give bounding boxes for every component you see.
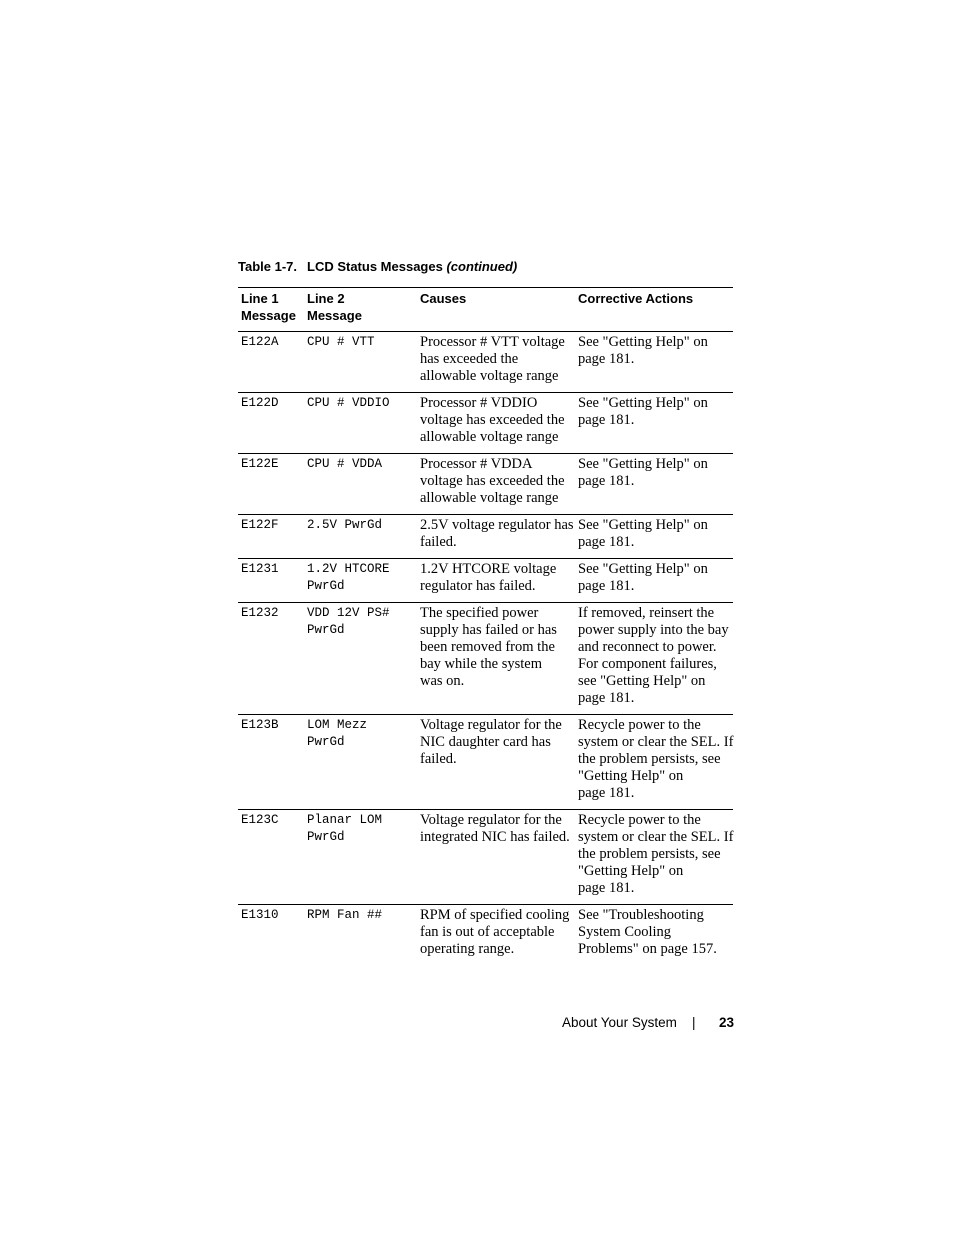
- corrective-actions-cell: [575, 515, 733, 559]
- cell-text-line: page 181.: [578, 785, 635, 801]
- header-line2-message: [304, 288, 417, 332]
- causes-cell: [417, 559, 575, 603]
- cell-text-line: power supply into the bay: [578, 622, 729, 638]
- cell-text-line: See "Getting Help" on: [578, 334, 708, 350]
- header-text: Line 1: [241, 291, 279, 306]
- table-row: [238, 559, 733, 603]
- header-text: Message: [307, 308, 362, 323]
- cell-text-line: allowable voltage range: [420, 429, 559, 445]
- cell-text-line: integrated NIC has failed.: [420, 829, 570, 845]
- cell-text-line: has exceeded the: [420, 351, 519, 367]
- line2-message-cell: [304, 810, 417, 905]
- cell-text-line: System Cooling: [578, 924, 672, 940]
- cell-text-line: VDD 12V PS#: [307, 606, 390, 620]
- causes-cell: [417, 393, 575, 454]
- cell-text-line: E123C: [241, 813, 279, 827]
- causes-cell: [417, 810, 575, 905]
- cell-text-line: PwrGd: [307, 579, 345, 593]
- line2-message-cell: [304, 905, 417, 966]
- cell-text-line: Planar LOM: [307, 813, 383, 827]
- cell-text-line: the problem persists, see: [578, 846, 721, 862]
- header-text: Corrective Actions: [578, 291, 694, 306]
- corrective-actions-cell: [575, 454, 733, 515]
- cell-text-line: CPU # VDDA: [307, 457, 383, 471]
- cell-text-line: If removed, reinsert the: [578, 605, 715, 621]
- footer-section-title: About Your System: [562, 1015, 677, 1030]
- line2-message-cell: [304, 515, 417, 559]
- line2-message-cell: [304, 454, 417, 515]
- corrective-actions-cell: [575, 603, 733, 715]
- line1-message-cell: [238, 393, 304, 454]
- cell-text-line: bay while the system: [420, 656, 543, 672]
- line1-message-cell: [238, 905, 304, 966]
- cell-text-line: See "Troubleshooting: [578, 907, 704, 923]
- line1-message-cell: [238, 515, 304, 559]
- header-text: Message: [241, 308, 296, 323]
- cell-text-line: E123B: [241, 718, 279, 732]
- cell-text-line: RPM of specified cooling: [420, 907, 570, 923]
- page-number: 23: [718, 1015, 734, 1030]
- line2-message-cell: [304, 332, 417, 393]
- cell-text-line: See "Getting Help" on: [578, 395, 708, 411]
- cell-text-line: failed.: [420, 534, 457, 550]
- cell-text-line: "Getting Help" on: [578, 768, 684, 784]
- cell-text-line: PwrGd: [307, 735, 345, 749]
- table-row: [238, 810, 733, 905]
- cell-text-line: Recycle power to the: [578, 812, 701, 828]
- corrective-actions-cell: [575, 559, 733, 603]
- cell-text-line: supply has failed or has: [420, 622, 557, 638]
- causes-cell: [417, 515, 575, 559]
- cell-text-line: See "Getting Help" on: [578, 517, 708, 533]
- causes-cell: [417, 332, 575, 393]
- cell-text-line: system or clear the SEL. If: [578, 734, 734, 750]
- cell-text-line: E1232: [241, 606, 279, 620]
- cell-text-line: page 181.: [578, 690, 635, 706]
- cell-text-line: page 181.: [578, 351, 635, 367]
- cell-text-line: Processor # VTT voltage: [420, 334, 565, 350]
- table-row: [238, 905, 733, 966]
- cell-text-line: page 181.: [578, 534, 635, 550]
- cell-text-line: allowable voltage range: [420, 368, 559, 384]
- line2-message-cell: [304, 393, 417, 454]
- cell-text-line: Processor # VDDA: [420, 456, 533, 472]
- cell-text-line: page 181.: [578, 473, 635, 489]
- table-body: [238, 332, 733, 966]
- cell-text-line: fan is out of acceptable: [420, 924, 555, 940]
- cell-text-line: CPU # VTT: [307, 335, 375, 349]
- cell-text-line: E122A: [241, 335, 279, 349]
- header-text: Causes: [420, 291, 467, 306]
- causes-cell: [417, 454, 575, 515]
- cell-text-line: See "Getting Help" on: [578, 561, 708, 577]
- cell-text-line: page 181.: [578, 880, 635, 896]
- header-line1-message: [238, 288, 304, 332]
- cell-text-line: and reconnect to power.: [578, 639, 717, 655]
- table-row: [238, 332, 733, 393]
- corrective-actions-cell: [575, 905, 733, 966]
- cell-text-line: Voltage regulator for the: [420, 717, 562, 733]
- line1-message-cell: [238, 715, 304, 810]
- cell-text-line: page 181.: [578, 578, 635, 594]
- line1-message-cell: [238, 810, 304, 905]
- table-row: [238, 715, 733, 810]
- cell-text-line: regulator has failed.: [420, 578, 536, 594]
- cell-text-line: "Getting Help" on: [578, 863, 684, 879]
- corrective-actions-cell: [575, 393, 733, 454]
- table-row: [238, 603, 733, 715]
- line1-message-cell: [238, 454, 304, 515]
- cell-text-line: See "Getting Help" on: [578, 456, 708, 472]
- cell-text-line: 1.2V HTCORE voltage: [420, 561, 557, 577]
- cell-text-line: been removed from the: [420, 639, 555, 655]
- line1-message-cell: [238, 332, 304, 393]
- cell-text-line: Voltage regulator for the: [420, 812, 562, 828]
- cell-text-line: the problem persists, see: [578, 751, 721, 767]
- cell-text-line: was on.: [420, 673, 465, 689]
- cell-text-line: PwrGd: [307, 830, 345, 844]
- cell-text-line: system or clear the SEL. If: [578, 829, 734, 845]
- page-footer: [562, 1015, 734, 1035]
- cell-text-line: PwrGd: [307, 623, 345, 637]
- corrective-actions-cell: [575, 810, 733, 905]
- table-number: Table 1-7.: [238, 259, 298, 274]
- cell-text-line: CPU # VDDIO: [307, 396, 390, 410]
- table-header-row: [238, 288, 733, 332]
- line2-message-cell: [304, 559, 417, 603]
- cell-text-line: failed.: [420, 751, 457, 767]
- causes-cell: [417, 905, 575, 966]
- table-row: [238, 454, 733, 515]
- table-caption: [238, 259, 517, 274]
- line1-message-cell: [238, 559, 304, 603]
- cell-text-line: RPM Fan ##: [307, 908, 383, 922]
- footer-separator: |: [692, 1015, 696, 1030]
- causes-cell: [417, 715, 575, 810]
- lcd-status-table: [238, 287, 733, 965]
- cell-text-line: page 181.: [578, 412, 635, 428]
- causes-cell: [417, 603, 575, 715]
- cell-text-line: 2.5V voltage regulator has: [420, 517, 574, 533]
- corrective-actions-cell: [575, 715, 733, 810]
- line1-message-cell: [238, 603, 304, 715]
- cell-text-line: Problems" on page 157.: [578, 941, 717, 957]
- header-corrective-actions: [575, 288, 733, 332]
- cell-text-line: NIC daughter card has: [420, 734, 551, 750]
- header-causes: [417, 288, 575, 332]
- cell-text-line: voltage has exceeded the: [420, 473, 565, 489]
- cell-text-line: see "Getting Help" on: [578, 673, 706, 689]
- cell-text-line: E122F: [241, 518, 279, 532]
- cell-text-line: Processor # VDDIO: [420, 395, 538, 411]
- cell-text-line: operating range.: [420, 941, 515, 957]
- table-row: [238, 393, 733, 454]
- cell-text-line: E1310: [241, 908, 279, 922]
- cell-text-line: 1.2V HTCORE: [307, 562, 390, 576]
- cell-text-line: 2.5V PwrGd: [307, 518, 383, 532]
- cell-text-line: E1231: [241, 562, 279, 576]
- cell-text-line: E122E: [241, 457, 279, 471]
- cell-text-line: E122D: [241, 396, 279, 410]
- corrective-actions-cell: [575, 332, 733, 393]
- cell-text-line: For component failures,: [578, 656, 717, 672]
- table-title: LCD Status Messages: [307, 259, 443, 274]
- table-continued-label: (continued): [446, 259, 518, 274]
- line2-message-cell: [304, 603, 417, 715]
- cell-text-line: LOM Mezz: [307, 718, 368, 732]
- cell-text-line: Recycle power to the: [578, 717, 701, 733]
- cell-text-line: voltage has exceeded the: [420, 412, 565, 428]
- cell-text-line: allowable voltage range: [420, 490, 559, 506]
- line2-message-cell: [304, 715, 417, 810]
- cell-text-line: The specified power: [420, 605, 539, 621]
- table-row: [238, 515, 733, 559]
- header-text: Line 2: [307, 291, 345, 306]
